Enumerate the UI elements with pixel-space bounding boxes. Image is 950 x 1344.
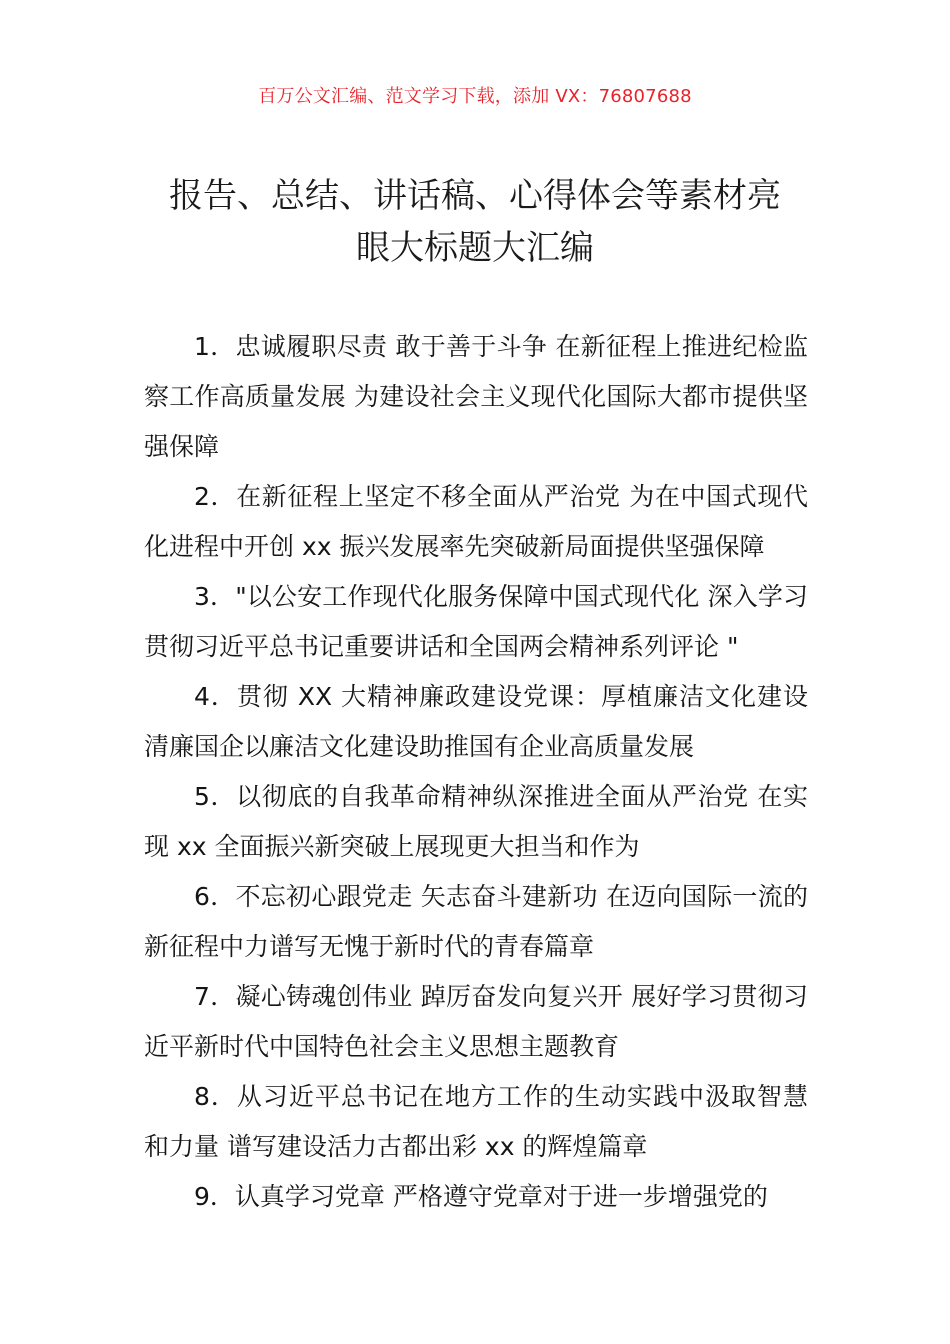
title-line-1: 报告、总结、讲话稿、心得体会等素材亮 [169,176,781,216]
list-item: 6．不忘初心跟党走 矢志奋斗建新功 在迈向国际一流的新征程中力谱写无愧于新时代的青春篇章 [144,882,808,961]
list-item: 2．在新征程上坚定不移全面从严治党 为在中国式现代化进程中开创 xx 振兴发展率先突破新局面提供坚强保障 [144,482,808,561]
list-item: 4．贯彻 XX 大精神廉政建设党课：厚植廉洁文化建设 清廉国企以廉洁文化建设助推国有企业高质量发展 [144,682,808,761]
page-title [140,170,810,274]
list-item: 9．认真学习党章 严格遵守党章对于进一步增强党的 [194,1182,768,1211]
list-item: 8．从习近平总书记在地方工作的生动实践中汲取智慧和力量 谱写建设活力古都出彩 xx 的辉煌篇章 [144,1082,808,1161]
title-line-2: 眼大标题大汇编 [356,228,594,268]
list-item: 7．凝心铸魂创伟业 踔厉奋发向复兴开 展好学习贯彻习近平新时代中国特色社会主义思想主题教育 [144,982,808,1061]
list-item: 3．"以公安工作现代化服务保障中国式现代化 深入学习贯彻习近平总书记重要讲话和全国两会精神系列评论 " [144,582,808,661]
headline-list [144,322,808,1222]
list-item: 5．以彻底的自我革命精神纵深推进全面从严治党 在实现 xx 全面振兴新突破上展现更大担当和作为 [144,782,808,861]
list-item: 1．忠诚履职尽责 敢于善于斗争 在新征程上推进纪检监察工作高质量发展 为建设社会主义现代化国际大都市提供坚强保障 [144,332,808,461]
header-banner: 百万公文汇编、范文学习下载，添加 VX：76807688 [258,86,692,107]
